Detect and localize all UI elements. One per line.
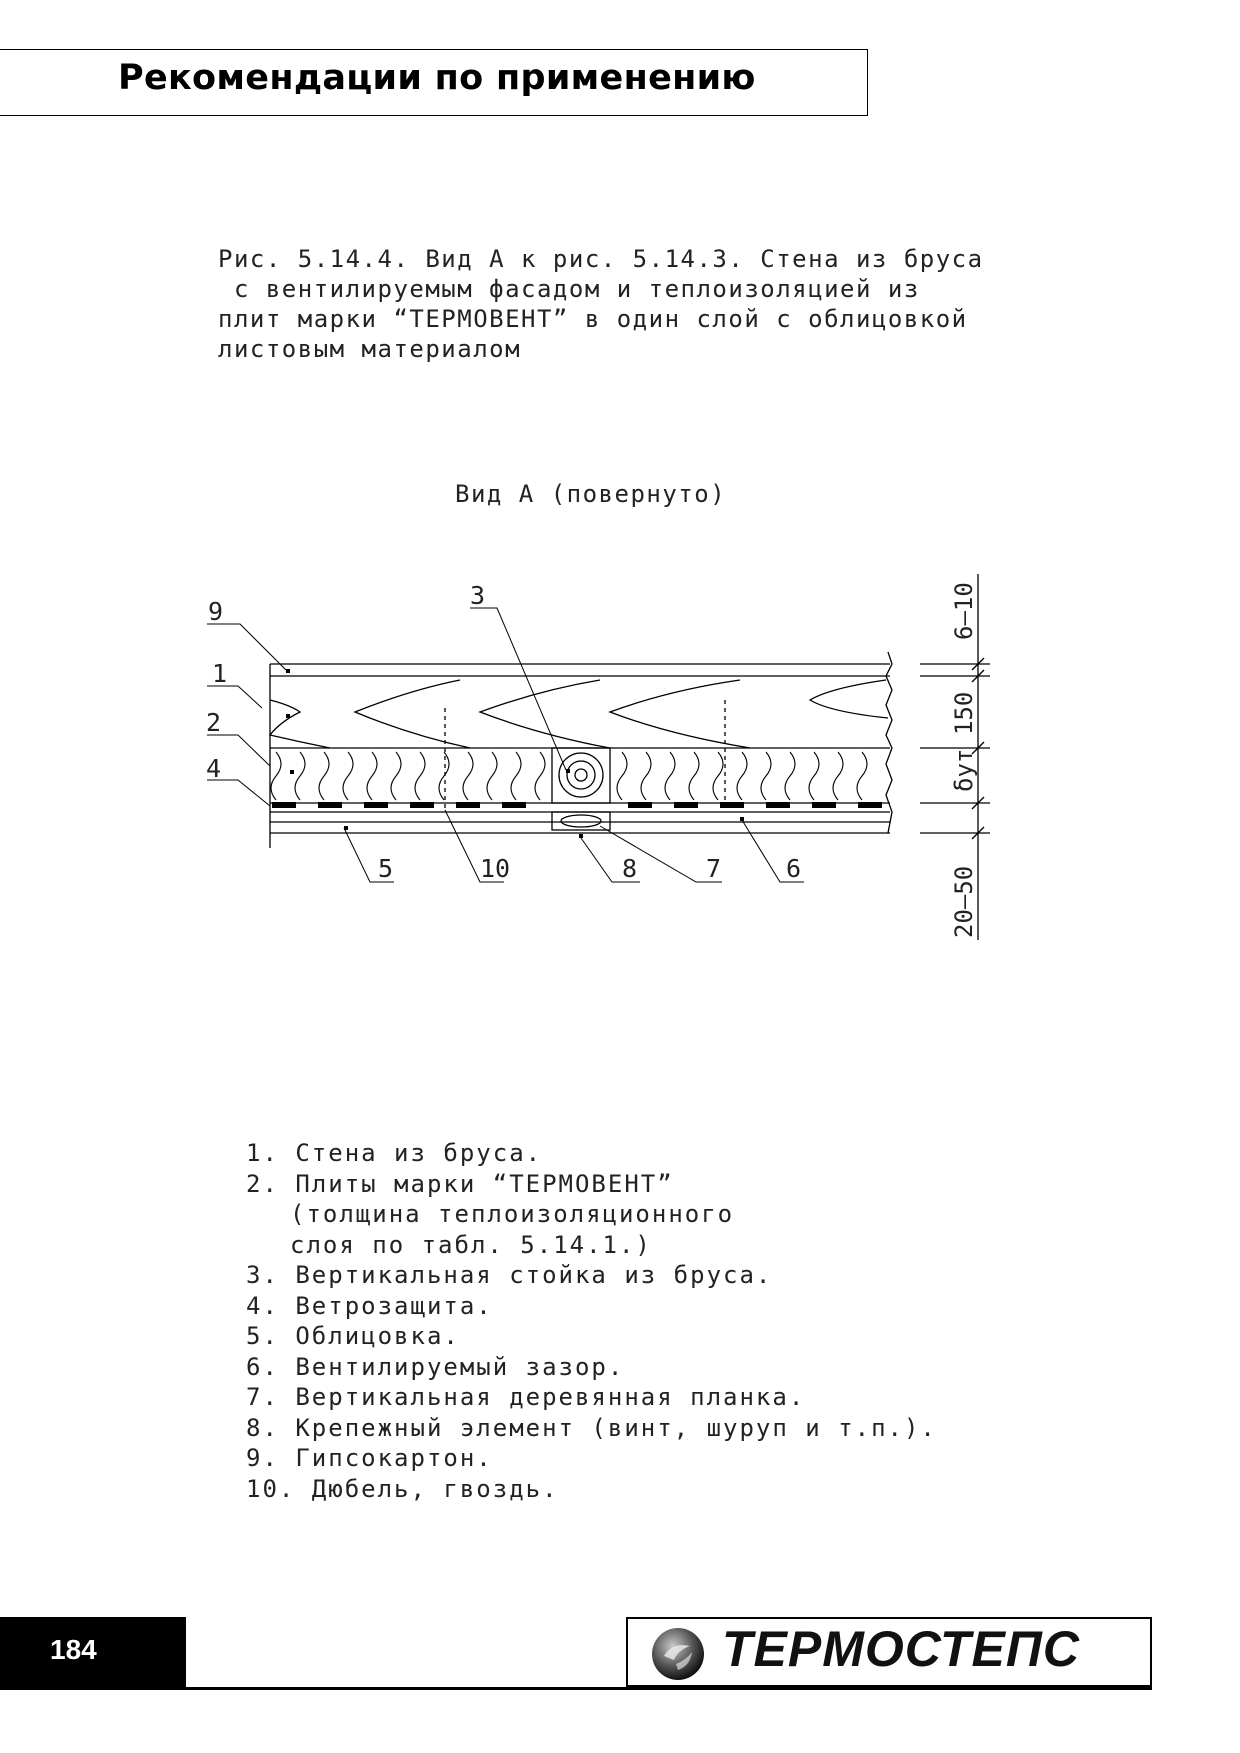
legend-item: 7. Вертикальная деревянная планка. xyxy=(246,1383,806,1411)
legend-item: 3. Вертикальная стойка из бруса. xyxy=(246,1261,773,1289)
legend-item: 4. Ветрозащита. xyxy=(246,1291,493,1320)
legend-item: 10. Дюбель, гвоздь. xyxy=(246,1474,559,1503)
caption-line: плит марки “ТЕРМОВЕНТ” в один слой с облицовкой xyxy=(218,305,968,333)
brand-logo-icon xyxy=(650,1626,706,1682)
legend-item: 1. Стена из бруса. xyxy=(246,1139,543,1167)
legend-item: 2. Плиты марки “ТЕРМОВЕНТ” xyxy=(246,1169,674,1198)
brand-name: ТЕРМОСТЕПС xyxy=(722,1621,1080,1677)
legend-item: 6. Вентилируемый зазор. xyxy=(246,1352,625,1381)
callout-7: 7 xyxy=(706,854,722,883)
legend-list xyxy=(246,1138,1026,1504)
dimension-delta-ut: δут xyxy=(950,748,978,792)
legend-item: 9. Гипсокартон. xyxy=(246,1444,493,1472)
legend-item: 5. Облицовка. xyxy=(246,1322,460,1350)
callout-5: 5 xyxy=(378,854,394,883)
caption-line: с вентилируемым фасадом и теплоизоляцией из xyxy=(218,275,920,303)
view-title: Вид А (повернуто) xyxy=(455,480,727,508)
dimension-150: 150 xyxy=(950,691,978,735)
dimension-6-10: 6–10 xyxy=(950,582,978,640)
callout-4: 4 xyxy=(206,754,222,783)
caption-line: листовым материалом xyxy=(218,335,522,363)
caption-line: Рис. 5.14.4. Вид А к рис. 5.14.3. Стена из бруса xyxy=(218,245,984,273)
dimension-20-50: 20–50 xyxy=(950,865,978,938)
callout-8: 8 xyxy=(622,854,638,883)
legend-item: 8. Крепежный элемент (винт, шуруп и т.п.). xyxy=(246,1413,937,1442)
figure-caption xyxy=(218,244,1078,364)
callout-3: 3 xyxy=(470,581,486,610)
wall-section-drawing xyxy=(0,560,1240,960)
legend-item-continuation: слоя по табл. 5.14.1.) xyxy=(290,1230,652,1259)
legend-item-continuation: (толщина теплоизоляционного xyxy=(290,1200,735,1228)
footer-rule xyxy=(0,1687,1152,1690)
page-header-title: Рекомендации по применению xyxy=(118,58,756,98)
page-number: 184 xyxy=(50,1634,97,1665)
callout-6: 6 xyxy=(786,854,802,883)
callout-9: 9 xyxy=(208,597,224,626)
callout-2: 2 xyxy=(206,708,222,737)
callout-10: 10 xyxy=(480,854,511,883)
callout-1: 1 xyxy=(212,659,228,688)
